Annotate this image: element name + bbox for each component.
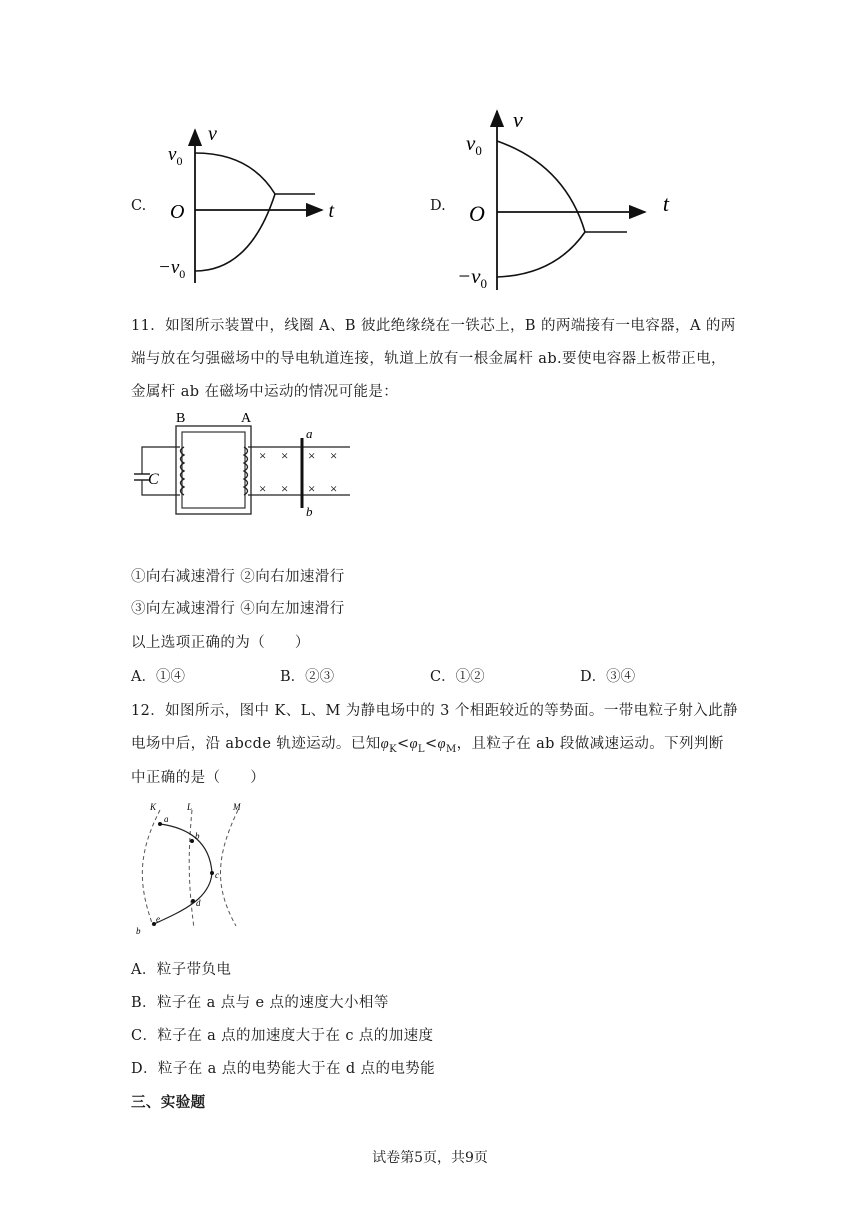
q12-equipotential-figure [130,798,250,940]
particle-trajectory [154,824,212,924]
q11-statement-2: ③向左减速滑行 ④向左加速滑行 [131,601,345,617]
iron-core-outer [176,426,251,514]
q11-statement-1: ①向右减速滑行 ②向右加速滑行 [131,569,345,585]
svg-text:×: × [281,481,289,496]
q11-option-a: A．①④ [131,669,185,685]
vt-graph-d [455,105,675,295]
svg-text:×: × [308,481,316,496]
upper-curve [497,141,585,232]
surface-m [220,810,238,926]
q12-option-c: C．粒子在 a 点的加速度大于在 c 点的加速度 [131,1028,434,1044]
q11-circuit-figure [128,410,358,520]
b-wire-top [142,447,180,474]
q11-text-line1: 11．如图所示装置中，线圈 A、B 彼此绝缘绕在一铁芯上，B 的两端接有一电容器，A 的两 [131,318,736,334]
t-axis-label: t [328,200,334,222]
point-b [190,839,194,843]
lower-curve [497,232,627,277]
surface-l [189,810,194,928]
point-c [210,871,214,875]
q12-text-line3: 中正确的是（ ） [131,770,266,786]
q12-text-line2: 电场中后，沿 abcde 轨迹运动。已知$\varphi_K<\varphi_L<\varphi_M$，且粒子在 ab 段做减速运动。下列判断 [131,736,724,755]
q11-text-line3: 金属杆 ab 在磁场中运动的情况可能是： [131,384,399,400]
coil-b-label: B [176,411,186,426]
q11-option-b: B．②③ [280,669,335,685]
vt-graph-c [150,118,340,288]
svg-text:×: × [259,481,267,496]
label-b: b [195,831,200,841]
t-axis-label: t [662,191,669,216]
svg-text:×: × [330,481,338,496]
q11-prompt: 以上选项正确的为（ ） [131,635,310,651]
q12-option-d: D．粒子在 a 点的电势能大于在 d 点的电势能 [131,1061,436,1077]
point-a [158,822,162,826]
rod-label-b: b [306,504,313,519]
label-a: a [164,814,169,824]
svg-text:×: × [330,448,338,463]
origin-label: O [469,201,485,226]
label-l: L [187,802,193,812]
page-footer: 试卷第5页，共9页 [372,1150,488,1166]
coil-a [244,447,248,495]
q12-text-line1: 12．如图所示，图中 K、L、M 为静电场中的 3 个相距较近的等势面。一带电粒子射入此静 [131,703,738,719]
label-c: c [215,870,219,880]
q12-option-a: A．粒子带负电 [131,962,232,978]
q11-option-c: C．①② [430,669,485,685]
q11-option-d: D．③④ [580,669,636,685]
q12-option-b: B．粒子在 a 点与 e 点的速度大小相等 [131,995,389,1011]
label-e: e [156,914,160,924]
v-axis-label: v [513,107,523,132]
option-d-label: D. [430,198,446,214]
origin-label: O [170,201,185,223]
rod-label-a: a [306,426,313,441]
label-b-lower: b [136,926,141,936]
coil-a-label: A [241,411,252,426]
section-heading: 三、实验题 [131,1094,206,1111]
iron-core-inner [182,432,245,508]
magnetic-field-crosses [259,448,337,496]
upper-curve [195,153,315,194]
svg-text:×: × [259,448,267,463]
label-m: M [233,802,241,812]
v0-label: $v_0$ [466,131,482,158]
v-axis-label: v [208,123,217,145]
label-k: K [150,802,157,812]
neg-v0-label: $-v_0$ [158,257,186,281]
v0-label: $v_0$ [168,144,183,168]
label-d: d [196,898,201,908]
q11-text-line2: 端与放在匀强磁场中的导电轨道连接，轨道上放有一根金属杆 ab.要使电容器上板带正电， [131,351,726,367]
option-c-label: C. [131,198,147,214]
surface-k [142,810,160,923]
svg-text:×: × [281,448,289,463]
svg-text:×: × [308,448,316,463]
neg-v0-label: $-v_0$ [457,264,487,291]
capacitor-label: C [148,471,159,488]
lower-curve [195,194,275,271]
point-d [191,899,195,903]
